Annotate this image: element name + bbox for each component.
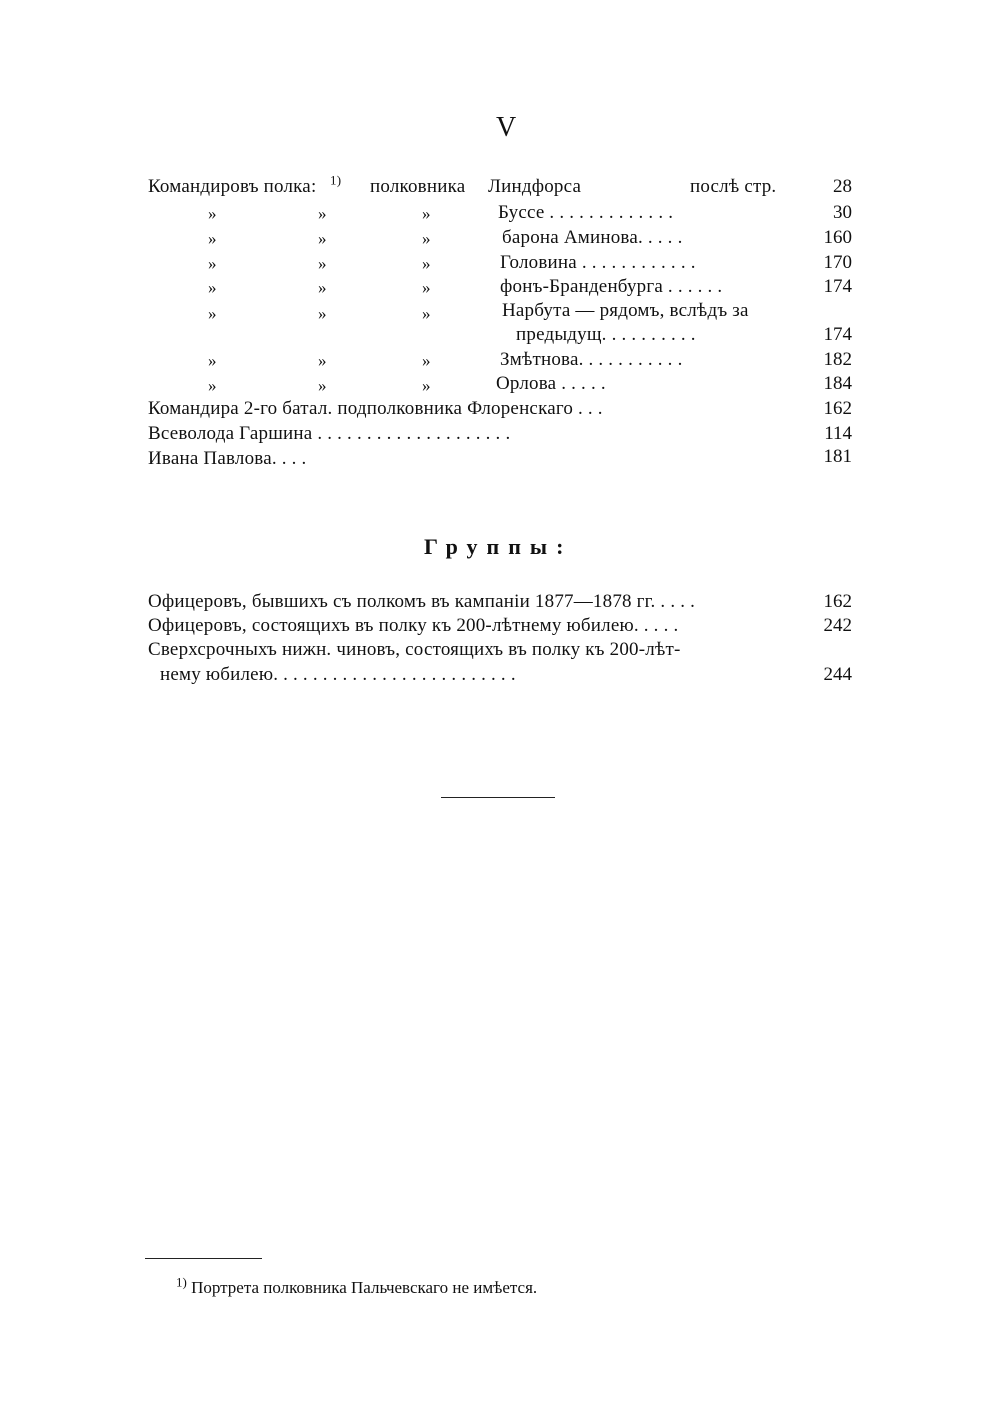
ditto-mark: » (422, 204, 431, 223)
ditto-mark: » (318, 229, 327, 248)
ditto-mark: » (422, 278, 431, 297)
footnote-text: Портрета полковника Пальчевскаго не имѣется. (191, 1278, 538, 1297)
portrait-name: фонъ-Бранденбурга . . . . . . (500, 276, 723, 297)
portrait-entry-page: 162 (823, 398, 852, 419)
footnote-rule (145, 1258, 262, 1259)
group-entry-page: 242 (823, 615, 852, 636)
ditto-mark: » (422, 351, 431, 370)
group-entry: Сверхсрочныхъ нижн. чиновъ, состоящихъ въ полку къ 200-лѣт- (148, 639, 681, 660)
portrait-entry: Всеволода Гаршина . . . . . . . . . . . . . . . . . . . . (148, 423, 511, 444)
ditto-mark: » (208, 204, 217, 223)
ditto-mark: » (422, 304, 431, 323)
portrait-page: 184 (823, 373, 852, 394)
portrait-page: 182 (823, 349, 852, 370)
footnote-marker: 1) (330, 172, 342, 188)
ditto-mark: » (422, 229, 431, 248)
first-portrait-page: 28 (833, 176, 852, 197)
ditto-mark: » (318, 204, 327, 223)
after-page-label: послѣ стр. (690, 176, 777, 197)
ditto-mark: » (318, 376, 327, 395)
footnote (176, 1274, 538, 1298)
footnote-ref (330, 172, 342, 198)
page-number: V (496, 112, 517, 143)
commanders-label: Командировъ полка: (148, 176, 317, 197)
ditto-mark: » (208, 351, 217, 370)
section-divider (441, 797, 555, 798)
portrait-name-continuation: предыдущ. . . . . . . . . . (516, 324, 696, 345)
colonel-label: полковника (370, 176, 466, 197)
ditto-mark: » (318, 254, 327, 273)
groups-heading: Группы: (424, 534, 573, 559)
ditto-mark: » (208, 278, 217, 297)
group-entry-page: 162 (823, 591, 852, 612)
portrait-name: Буссе . . . . . . . . . . . . . (498, 202, 674, 223)
group-entry-continuation: нему юбилею. . . . . . . . . . . . . . . . . . . . . . . . . (160, 664, 516, 685)
ditto-mark: » (208, 254, 217, 273)
ditto-mark: » (318, 351, 327, 370)
portrait-page: 30 (833, 202, 852, 223)
portrait-name: барона Аминова. . . . . (502, 227, 683, 248)
portrait-name: Змѣтнова. . . . . . . . . . . (500, 349, 683, 370)
portrait-name: Орлова . . . . . (496, 373, 606, 394)
footnote-marker: 1) (176, 1274, 187, 1290)
portrait-entry: Ивана Павлова. . . . (148, 448, 307, 469)
portrait-page: 160 (823, 227, 852, 248)
ditto-mark: » (318, 304, 327, 323)
ditto-mark: » (422, 376, 431, 395)
first-portrait-name: Линдфорса (488, 176, 582, 197)
portrait-entry-page: 181 (823, 446, 852, 467)
ditto-mark: » (422, 254, 431, 273)
portrait-page: 174 (823, 276, 852, 297)
portrait-entry: Командира 2-го батал. подполковника Флоренскаго . . . (148, 398, 603, 419)
portrait-page: 170 (823, 252, 852, 273)
group-entry: Офицеровъ, бывшихъ съ полкомъ въ кампаніи 1877—1878 гг. . . . . (148, 591, 696, 612)
group-entry-page: 244 (823, 664, 852, 685)
ditto-mark: » (208, 229, 217, 248)
group-entry: Офицеровъ, состоящихъ въ полку къ 200-лѣтнему юбилею. . . . . (148, 615, 679, 636)
portrait-name: Нарбута — рядомъ, вслѣдъ за (502, 300, 749, 321)
portrait-page: 174 (823, 324, 852, 345)
portrait-entry-page: 114 (824, 423, 852, 444)
ditto-mark: » (318, 278, 327, 297)
ditto-mark: » (208, 304, 217, 323)
portrait-name: Головина . . . . . . . . . . . . (500, 252, 696, 273)
ditto-mark: » (208, 376, 217, 395)
